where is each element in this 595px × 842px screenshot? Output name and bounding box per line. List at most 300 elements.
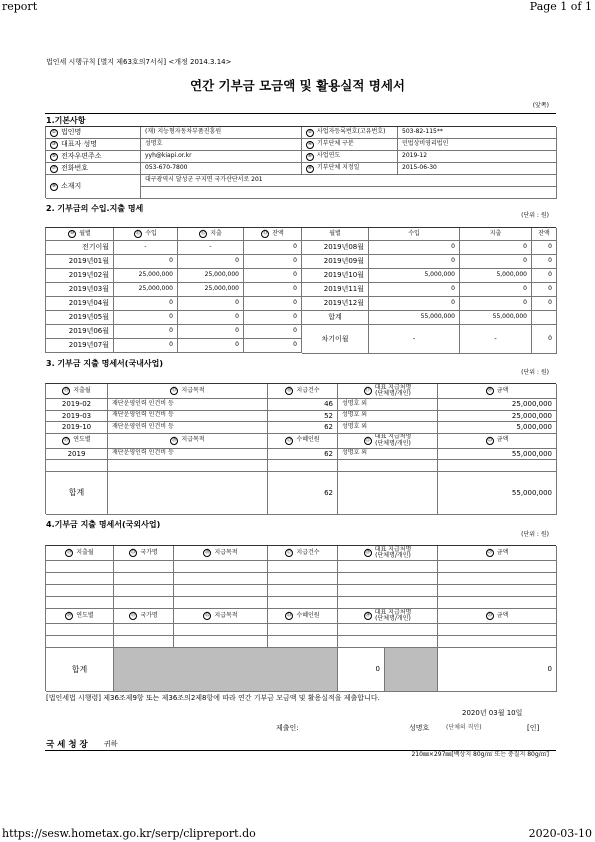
empty-cell [46, 597, 114, 609]
balance-cell [244, 269, 302, 283]
print-header-right: Page 1 of 1 [529, 0, 592, 13]
empty-cell [46, 585, 114, 597]
address-value [141, 175, 557, 187]
balance-cell [244, 297, 302, 311]
column-header [268, 546, 338, 561]
total-label [302, 311, 369, 325]
column-header [108, 384, 268, 399]
balance-cell-text: 0 [293, 327, 297, 335]
empty-cell [174, 585, 268, 597]
section3-title: 3. 기부금 지출 명세서(국내사업) [46, 359, 164, 368]
item-number-marker: ㉞ [365, 612, 371, 619]
empty-cell [338, 561, 438, 573]
balance-cell-text: 0 [293, 341, 297, 349]
info-value [141, 151, 302, 163]
month-cell-text: 2019년12월 [323, 299, 364, 308]
count-cell [268, 422, 338, 434]
column-header [302, 228, 369, 241]
balance-cell-text: 0 [548, 243, 552, 251]
item-number-marker: ⑯ [286, 387, 292, 394]
page-title: 연간 기부금 모금액 및 활용실적 명세서 [190, 78, 405, 93]
item-number-marker: ② [307, 128, 313, 135]
section2-title: 2. 기부금의 수입.지출 명세 [46, 204, 144, 213]
info-label [302, 139, 398, 151]
column-header [174, 609, 268, 624]
balance-cell-text: 0 [548, 299, 552, 307]
carry-forward-label-text: 차기이월 [321, 334, 349, 343]
income-cell [114, 241, 178, 255]
expense-cell [460, 269, 532, 283]
count-cell [268, 399, 338, 411]
address-value-extra [141, 187, 557, 199]
balance-cell [244, 255, 302, 269]
month-cell [46, 269, 114, 283]
item-number-marker: ㉟ [487, 612, 493, 619]
declaration-date: 2020년 03월 10일 [462, 709, 523, 717]
income-cell-text: 0 [169, 299, 173, 307]
column-header-text: 지급목적 [214, 548, 238, 556]
item-number-marker: ㉓ [487, 436, 493, 443]
column-header [438, 609, 557, 624]
column-header-text: 금액 [496, 436, 509, 444]
address-label [46, 175, 141, 199]
empty-cell [438, 585, 557, 597]
section4-unit: (단위 : 원) [521, 531, 549, 538]
page-note: (앞쪽) [532, 102, 549, 109]
item-number-marker: ⑦ [51, 164, 57, 171]
purpose-cell-text: 재단운영인력 인건비 등 [112, 422, 174, 430]
empty-cell [438, 573, 557, 585]
amount-cell-text: 25,000,000 [511, 411, 552, 420]
expense-cell-text: - [494, 334, 497, 343]
item-number-marker: ㉛ [130, 612, 136, 619]
empty-cell [268, 624, 338, 636]
month-cell [46, 325, 114, 339]
item-number-marker: ⑱ [487, 387, 493, 394]
column-header [114, 546, 174, 561]
item-number-marker: ⑳ [171, 436, 177, 443]
column-header-text: 지급목적 [214, 611, 238, 619]
info-label [302, 127, 398, 139]
balance-cell-text: 0 [548, 271, 552, 279]
balance-cell [532, 269, 557, 283]
column-header [46, 384, 108, 399]
income-cell [114, 311, 178, 325]
empty-cell [114, 561, 174, 573]
item-number-marker: ⑭ [63, 387, 69, 394]
info-value [398, 151, 557, 163]
column-header-text: 지급목적 [181, 386, 205, 394]
month-cell [46, 311, 114, 325]
income-cell [369, 297, 460, 311]
amount-cell [438, 399, 557, 411]
section4-title: 4.기부금 지출 명세서(국외사업) [46, 520, 161, 529]
item-number-marker: ⑨ [51, 182, 57, 189]
info-value-text: 2019-12 [402, 152, 428, 160]
expense-cell-text: 55,000,000 [492, 313, 527, 321]
column-header [338, 384, 438, 399]
empty-cell [338, 573, 438, 585]
month-cell [302, 255, 369, 269]
month-cell [46, 399, 108, 411]
balance-cell-text: 0 [293, 271, 297, 279]
income-cell-text: 0 [451, 243, 455, 251]
info-label [46, 163, 141, 175]
expense-cell-text: 0 [523, 285, 527, 293]
month-cell-text: 2019년05월 [68, 313, 109, 322]
total-count [268, 472, 338, 516]
empty-cell [114, 636, 174, 648]
info-value [398, 127, 557, 139]
empty-cell [268, 636, 338, 648]
monthly-income-expense-table [45, 227, 556, 353]
expense-cell-text: 0 [235, 257, 239, 265]
shaded-cell [385, 648, 438, 692]
empty-cell [338, 636, 438, 648]
info-value-text: 민법상비영리법인 [402, 140, 449, 148]
empty-cell [174, 597, 268, 609]
balance-cell [244, 325, 302, 339]
column-header-text: 지급건수 [296, 548, 320, 556]
month-cell [46, 422, 108, 434]
info-label [46, 139, 141, 151]
empty-cell [268, 597, 338, 609]
empty-cell [174, 561, 268, 573]
month-cell [46, 339, 114, 353]
carry-forward-label [302, 325, 369, 354]
expense-cell [460, 255, 532, 269]
expense-cell [460, 297, 532, 311]
column-header [46, 434, 108, 449]
column-header-text: 지출월 [73, 386, 91, 394]
column-header [114, 228, 178, 241]
balance-cell [532, 297, 557, 311]
column-header-text: 지출월 [76, 548, 94, 556]
column-header-text: 금액 [496, 386, 509, 394]
purpose-cell-text: 재단운영인력 인건비 등 [112, 449, 174, 457]
item-number-marker: ㉖ [204, 549, 210, 556]
expense-cell-text: 0 [235, 313, 239, 321]
expense-cell [178, 241, 244, 255]
info-label [46, 151, 141, 163]
empty-cell [268, 561, 338, 573]
submitter-name: 성명호 [409, 724, 430, 732]
empty-cell [46, 561, 114, 573]
income-cell [114, 325, 178, 339]
month-cell [302, 241, 369, 255]
payee-cell [338, 411, 438, 423]
year-cell-text: 2019 [67, 449, 86, 458]
info-value-text: (재) 지능형자동차부품진흥원 [145, 128, 222, 136]
item-number-marker: ㉕ [130, 549, 136, 556]
print-footer-url: https://sesw.hometax.go.kr/serp/clipreport.do [2, 827, 256, 840]
column-header-text: 월별 [79, 229, 91, 237]
item-number-marker: ㉔ [66, 549, 72, 556]
empty-cell [438, 636, 557, 648]
balance-cell [244, 241, 302, 255]
amount-cell-text: 55,000,000 [511, 449, 552, 458]
item-number-marker: ⑤ [51, 152, 57, 159]
balance-cell-text: 0 [293, 243, 297, 251]
item-number-marker: ⑲ [63, 436, 69, 443]
info-value-text: 503-82-115** [402, 128, 443, 136]
column-header [46, 228, 114, 241]
month-cell-text: 전기이월 [81, 243, 109, 252]
item-number-marker: ㉗ [286, 549, 292, 556]
total-label [46, 472, 108, 516]
empty-cell [174, 573, 268, 585]
total-label [46, 648, 114, 692]
payee-cell-text: 성명호 외 [342, 422, 368, 430]
balance-cell [532, 241, 557, 255]
expense-cell-text: 0 [235, 299, 239, 307]
expense-cell [178, 297, 244, 311]
info-label-text: 기부단체 지정일 [317, 164, 360, 172]
info-label-text: 법인명 [61, 128, 82, 137]
info-label-text: 전자우편주소 [61, 152, 102, 161]
income-cell-text: 0 [169, 341, 173, 349]
empty-cell [338, 597, 438, 609]
item-number-marker: ㉙ [487, 549, 493, 556]
column-header [268, 609, 338, 624]
empty-cell [114, 585, 174, 597]
empty-cell [46, 636, 114, 648]
payee-cell-text: 성명호 외 [342, 449, 368, 457]
month-cell-text: 2019년01월 [68, 257, 109, 266]
balance-cell [244, 339, 302, 353]
purpose-cell [108, 422, 268, 434]
submitter-note: (단체의 직인) [446, 724, 482, 731]
payee-cell [338, 449, 438, 461]
income-cell [369, 269, 460, 283]
item-number-marker: ⑰ [365, 387, 371, 394]
column-header-text: 대표 지급처명 (단체명/개인) [374, 433, 412, 447]
income-cell-text: 0 [169, 257, 173, 265]
empty-cell [108, 460, 268, 472]
income-cell [114, 269, 178, 283]
item-number-marker: ⑪ [135, 230, 141, 237]
empty-cell [268, 585, 338, 597]
income-cell-text: 25,000,000 [138, 285, 173, 293]
month-cell-text: 2019년07월 [68, 341, 109, 350]
info-label-text: 사업연도 [317, 152, 341, 160]
balance-cell-text: 0 [548, 257, 552, 265]
info-value-text: 2015-06-30 [402, 164, 437, 172]
item-number-marker: ⑩ [69, 230, 75, 237]
column-header-text: 수입 [145, 229, 157, 237]
balance-cell [532, 311, 557, 325]
info-label-text: 전화번호 [61, 164, 89, 173]
balance-cell-text: 0 [293, 299, 297, 307]
empty-cell [438, 561, 557, 573]
balance-cell [532, 255, 557, 269]
month-cell-text: 2019년04월 [68, 299, 109, 308]
balance-cell-text: 0 [548, 334, 552, 342]
balance-cell-text: 0 [293, 313, 297, 321]
total-amount [438, 648, 557, 692]
balance-cell-text: 0 [293, 257, 297, 265]
section3-unit: (단위 : 원) [521, 369, 549, 376]
count-cell [268, 449, 338, 461]
info-label [302, 163, 398, 175]
expense-cell [460, 325, 532, 354]
declaration-text: [법인세법 시행령] 제36조제9항 또는 제36조의2제8항에 따라 연간 기부금 모금액 및 활용실적을 제출합니다. [46, 694, 380, 702]
amount-cell [438, 411, 557, 423]
month-cell [302, 269, 369, 283]
info-label-text: 사업자등록번호(고유번호) [317, 128, 386, 136]
column-header-text: 금액 [496, 611, 509, 619]
column-header-text: 연도별 [76, 611, 94, 619]
amount-cell-text: 5,000,000 [516, 423, 552, 432]
income-cell-text: - [412, 334, 416, 343]
balance-cell-text: 0 [293, 285, 297, 293]
income-cell-text: 55,000,000 [420, 313, 455, 321]
income-cell [369, 255, 460, 269]
item-number-marker: ⑬ [262, 230, 268, 237]
income-cell [369, 241, 460, 255]
month-cell-text: 2019-03 [61, 411, 92, 420]
expense-cell [178, 283, 244, 297]
print-header-left: report [2, 0, 38, 13]
empty-cell [338, 585, 438, 597]
column-header-text: 대표 지급처명 (단체명/개인) [374, 384, 412, 397]
basic-info-table [45, 126, 556, 198]
empty-cell [114, 624, 174, 636]
column-header [438, 546, 557, 561]
income-cell [114, 283, 178, 297]
section1-title: 1.기본사항 [46, 116, 86, 125]
expense-cell [460, 283, 532, 297]
empty-cell [108, 472, 268, 516]
empty-cell [114, 573, 174, 585]
month-cell [46, 297, 114, 311]
income-cell [369, 311, 460, 325]
month-cell [46, 411, 108, 423]
info-value [141, 163, 302, 175]
balance-cell [244, 283, 302, 297]
expense-cell-text: 5,000,000 [496, 271, 527, 279]
expense-cell-text: 0 [235, 341, 239, 349]
item-number-marker: ① [51, 128, 57, 135]
column-header-text: 수입 [408, 229, 420, 237]
item-number-marker: ㉜ [204, 612, 210, 619]
item-number-marker: ⑥ [307, 152, 313, 159]
empty-cell [114, 597, 174, 609]
expense-cell-text: 0 [523, 299, 527, 307]
item-number-marker: ㉚ [66, 612, 72, 619]
total-label-text: 합계 [328, 313, 342, 322]
expense-cell [460, 241, 532, 255]
item-number-marker: ③ [51, 140, 57, 147]
address-label-text: 소재지 [61, 182, 82, 191]
info-value-text: yyh@kiapi.or.kr [145, 152, 192, 160]
overseas-expense-table [45, 545, 556, 691]
empty-cell [174, 636, 268, 648]
column-header-text: 지급건수 [296, 386, 320, 394]
empty-cell [174, 624, 268, 636]
column-header [338, 546, 438, 561]
empty-cell [338, 472, 438, 516]
expense-cell-text: 25,000,000 [204, 285, 239, 293]
column-header [174, 546, 268, 561]
column-header [244, 228, 302, 241]
year-cell [46, 449, 108, 461]
balance-cell [532, 283, 557, 297]
item-number-marker: ㉑ [286, 436, 292, 443]
payee-cell [338, 422, 438, 434]
count-cell-text: 46 [324, 400, 333, 409]
month-cell [302, 283, 369, 297]
info-value-text: 053-670-7800 [145, 164, 188, 172]
count-cell-text: 62 [324, 449, 333, 458]
column-header [338, 434, 438, 449]
item-number-marker: ㉘ [365, 549, 371, 556]
column-header [532, 228, 557, 241]
income-cell-text: 0 [451, 299, 455, 307]
expense-cell-text: 25,000,000 [204, 271, 239, 279]
income-cell [114, 255, 178, 269]
empty-cell [268, 573, 338, 585]
purpose-cell [108, 449, 268, 461]
empty-cell [338, 624, 438, 636]
column-header [178, 228, 244, 241]
expense-cell-text: 0 [235, 327, 239, 335]
column-header-text: 수혜인원 [296, 611, 320, 619]
shaded-cell [114, 648, 338, 692]
amount-cell [438, 449, 557, 461]
column-header-text: 대표 지급처명 (단체명/개인) [374, 609, 412, 622]
info-label [302, 151, 398, 163]
info-label-text: 대표자 성명 [61, 140, 98, 149]
domestic-expense-table [45, 383, 556, 514]
info-label [46, 127, 141, 139]
amount-cell-text: 25,000,000 [511, 400, 552, 409]
income-cell [369, 283, 460, 297]
column-header-text: 지출 [489, 229, 502, 237]
column-header-text: 지급목적 [181, 436, 205, 444]
column-header [46, 546, 114, 561]
total-label-text: 합계 [68, 488, 85, 498]
total-count-text: 62 [324, 488, 333, 497]
empty-cell [46, 573, 114, 585]
purpose-cell [108, 399, 268, 411]
month-cell-text: 2019년06월 [68, 327, 109, 336]
amount-cell [438, 422, 557, 434]
item-number-marker: ⑮ [171, 387, 177, 394]
total-label-text: 합계 [71, 665, 88, 674]
balance-cell-text: 0 [548, 285, 552, 293]
empty-cell [438, 624, 557, 636]
purpose-cell-text: 재단운영인력 인건비 등 [112, 411, 174, 419]
column-header [46, 609, 114, 624]
income-cell-text: 0 [451, 285, 455, 293]
month-cell-text: 2019년03월 [68, 285, 109, 294]
total-amount-text: 0 [547, 665, 552, 674]
income-cell-text: 0 [169, 313, 173, 321]
column-header [338, 609, 438, 624]
column-header [438, 384, 557, 399]
column-header [438, 434, 557, 449]
column-header [268, 384, 338, 399]
expense-cell [178, 255, 244, 269]
empty-cell [46, 460, 108, 472]
info-value [141, 127, 302, 139]
income-cell [114, 339, 178, 353]
info-label-text: 기부단체 구분 [317, 140, 354, 148]
income-cell-text: 5,000,000 [424, 271, 455, 279]
expense-cell-text: 0 [523, 257, 527, 265]
empty-cell [438, 597, 557, 609]
